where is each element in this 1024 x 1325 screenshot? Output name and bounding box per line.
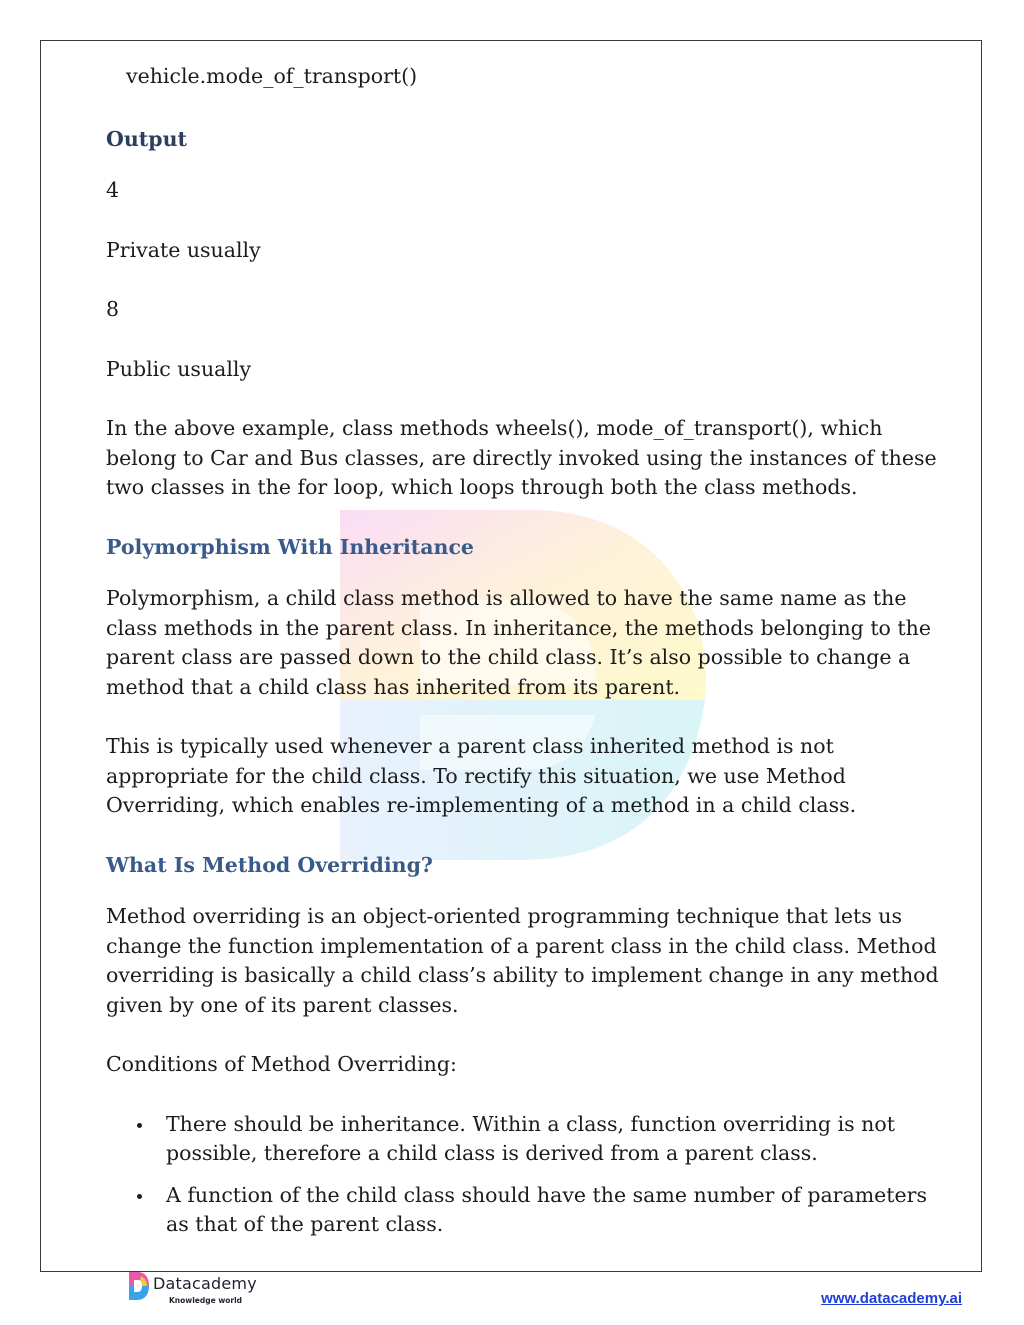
- output-line: 8: [106, 297, 120, 321]
- list-item-text: There should be inheritance. Within a class, function overriding is not possible, therefore a child class is derived from a parent class.: [166, 1111, 895, 1165]
- list-item: [106, 1181, 946, 1240]
- output-line: 4: [106, 178, 120, 202]
- datacademy-logo-icon: [127, 1270, 151, 1302]
- polymorphism-paragraph: Polymorphism, a child class method is allowed to have the same name as the class methods in the parent class. In inheritance, the methods belonging to the parent class are passed down to the child class. It’s also possible to change a method that a child class has inherited from its parent.: [106, 586, 931, 699]
- output-line: Private usually: [106, 237, 261, 262]
- polymorphism-heading: Polymorphism With Inheritance: [106, 534, 474, 559]
- output-line: Public usually: [106, 356, 252, 381]
- example-paragraph: In the above example, class methods wheels(), mode_of_transport(), which belong to Car and Bus classes, are directly invoked using the instances of these two classes in the for loop, which loops through both the class methods.: [106, 416, 937, 499]
- method-overriding-paragraph: Method overriding is an object-oriented programming technique that lets us change the function implementation of a parent class in the child class. Method overriding is basically a child class’s ability to implement change in any method given by one of its parent classes.: [106, 904, 939, 1017]
- output-heading: Output: [106, 126, 187, 151]
- code-line: vehicle.mode_of_transport(): [126, 64, 418, 88]
- logo-tagline: Knowledge world: [169, 1296, 243, 1305]
- overriding-use-paragraph: This is typically used whenever a parent class inherited method is not appropriate for the child class. To rectify this situation, we use Method Overriding, which enables re-implementing of a method in a child class.: [106, 734, 857, 817]
- logo-name: Datacademy: [153, 1274, 257, 1293]
- list-item: [106, 1110, 946, 1169]
- list-item-text: A function of the child class should have the same number of parameters as that of the parent class.: [166, 1182, 927, 1236]
- method-overriding-heading: What Is Method Overriding?: [106, 852, 433, 877]
- bullet-icon: [137, 1194, 142, 1199]
- website-link[interactable]: www.datacademy.ai: [821, 1290, 962, 1307]
- conditions-label: Conditions of Method Overriding:: [106, 1052, 457, 1076]
- bullet-icon: [137, 1123, 142, 1128]
- document-content: [106, 62, 946, 1252]
- conditions-list: [106, 1110, 946, 1240]
- footer-logo: [127, 1270, 267, 1310]
